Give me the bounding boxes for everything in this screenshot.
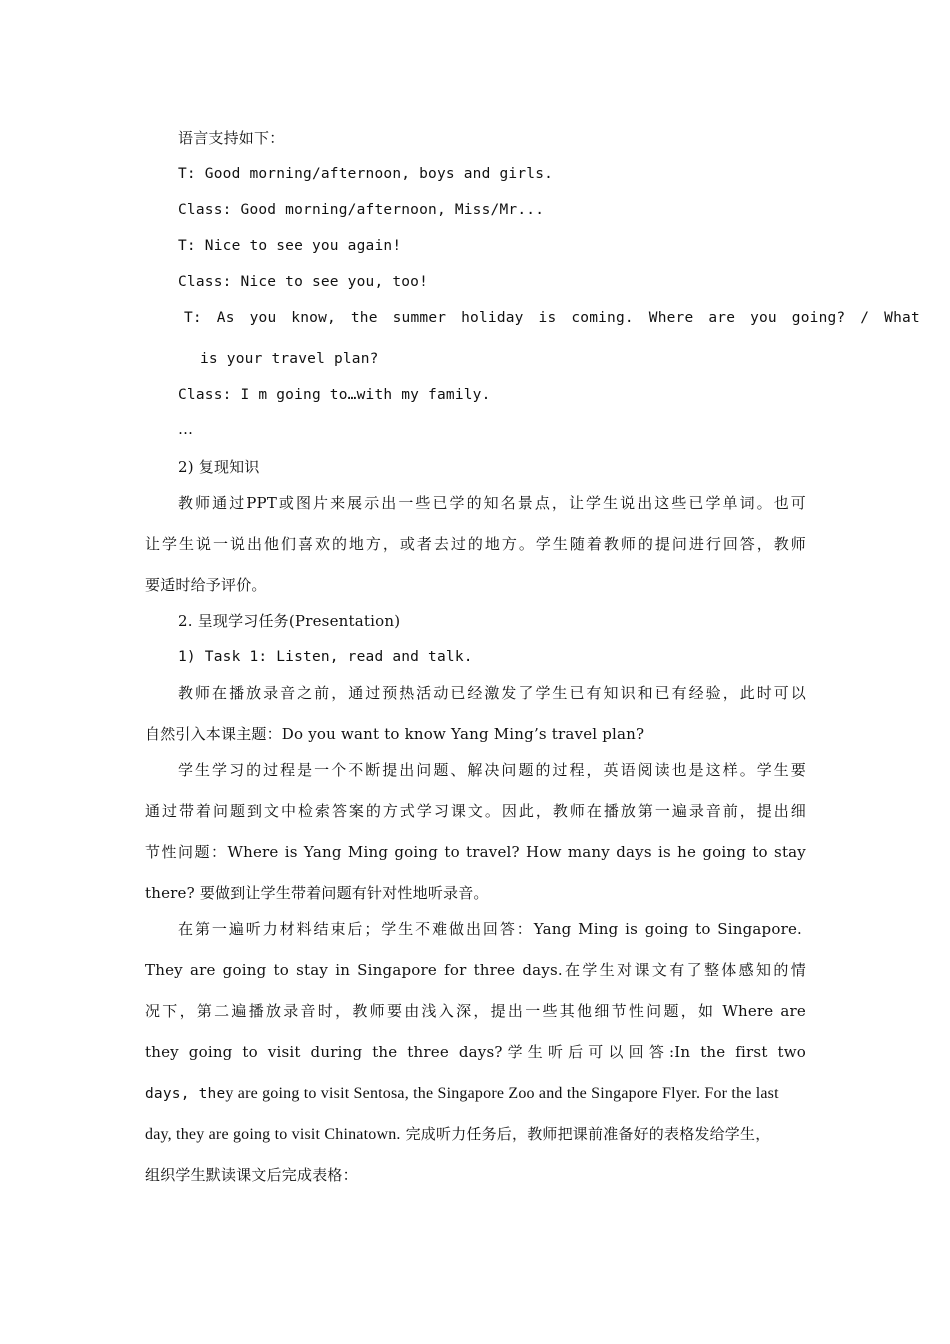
paragraph-line: they going to visit during the three days?学生听后可以回答:In the first two — [145, 1043, 806, 1061]
paragraph-line: 况下，第二遍播放录音时，教师要由浅入深，提出一些其他细节性问题，如 Where are — [145, 1002, 806, 1020]
dialogue-line: Class: Good morning/afternoon, Miss/Mr... — [178, 202, 545, 218]
paragraph-line: there? 要做到让学生带着问题有针对性地听录音。 — [145, 884, 489, 902]
section-heading: 2) 复现知识 — [178, 458, 260, 476]
paragraph-line — [145, 1123, 770, 1146]
paragraph-line: They are going to stay in Singapore for three days.在学生对课文有了整体感知的情 — [145, 961, 806, 979]
dialogue-line: Class: Nice to see you, too! — [178, 274, 429, 290]
paragraph-line: 自然引入本课主题：Do you want to know Yang Ming’s travel plan? — [145, 725, 645, 743]
section-heading: 2. 呈现学习任务(Presentation) — [178, 612, 401, 630]
ellipsis: … — [178, 420, 194, 438]
paragraph-line: 要适时给予评价。 — [145, 576, 267, 594]
dialogue-line: T: Nice to see you again! — [178, 238, 402, 254]
task-heading: 1) Task 1: Listen, read and talk. — [178, 649, 473, 665]
paragraph-line — [145, 1082, 779, 1105]
paragraph-line: 教师通过PPT或图片来展示出一些已学的知名景点，让学生说出这些已学单词。也可 — [178, 494, 806, 512]
paragraph-line: 教师在播放录音之前，通过预热活动已经激发了学生已有知识和已有经验，此时可以 — [178, 684, 806, 702]
paragraph-line: 通过带着问题到文中检索答案的方式学习课文。因此，教师在播放第一遍录音前，提出细 — [145, 802, 806, 820]
paragraph-line: 节性问题：Where is Yang Ming going to travel? How many days is he going to stay — [145, 843, 806, 861]
dialogue-line: T: Good morning/afternoon, boys and girls. — [178, 166, 554, 182]
dialogue-line: T: As you know, the summer holiday is coming. Where are you going? / What — [184, 310, 920, 326]
dialogue-line: Class: I m going to…with my family. — [178, 387, 491, 403]
paragraph-line: 学生学习的过程是一个不断提出问题、解决问题的过程，英语阅读也是这样。学生要 — [178, 761, 806, 779]
language-support-heading: 语言支持如下： — [178, 129, 285, 147]
paragraph-fragment: day, they are going to visit Chinatown. — [145, 1126, 401, 1143]
dialogue-line: is your travel plan? — [200, 351, 379, 367]
paragraph-fragment: 完成听力任务后，教师把课前准备好的表格发给学生， — [400, 1125, 771, 1143]
paragraph-line: 组织学生默读课文后完成表格： — [145, 1166, 358, 1184]
paragraph-line: 让学生说一说出他们喜欢的地方，或者去过的地方。学生随着教师的提问进行回答，教师 — [145, 535, 806, 553]
paragraph-fragment: y are going to visit Sentosa, the Singapore Zoo and the Singapore Flyer. For the last — [225, 1085, 779, 1102]
paragraph-line: 在第一遍听力材料结束后；学生不难做出回答：Yang Ming is going to Singapore. — [178, 920, 802, 938]
paragraph-fragment: days, the — [145, 1086, 226, 1102]
